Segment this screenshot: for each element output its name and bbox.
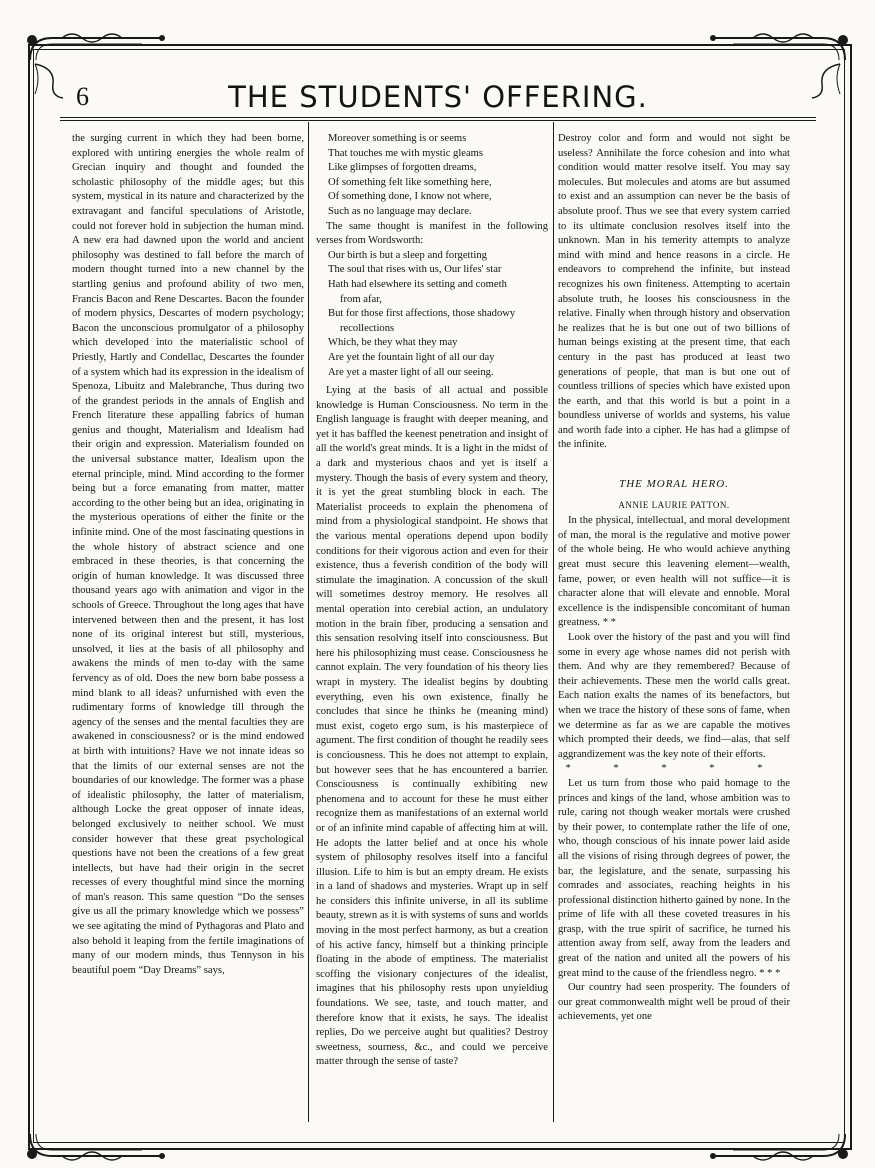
verse-line: from afar, [340, 293, 382, 305]
body-paragraph: Lying at the basis of all actual and possible knowledge is Human Consciousness. No term in the English language is fraught with deeper meaning, and yet it has baffled the keenest penetration and insight of all the world's great minds. It is a light in the midst of a dark and mysterious chaos and yet is itself a mystery. Though the basis of every system and theory, it is yet the great stumbling block in each. The Materialist proceeds to explain the phenomena of mind from a physiological standpoint. He shows that the various mental operations depend upon bodily conditions for their vigorous action and even for their existence, thus a feverish condition of the body will stimulate the imagination. A concussion of the skull will sometimes destroy memory. He resolves all mental operation into cerebial action, an undulatory motion in the brain fiber, producing a sensation and this sensation resolving itself into consciousness. But here his philosophizing must cease. Consciousness he cannot explain. The very foundation of his theory lies wrapt in mystery. The idealist begins by doubting everything, even his own existence, finally he concludes that since he thinks he (meaning mind) must exist, cogeto ergo sum, is his masterpiece of agument. The first condition of thought he readily sees is conciousness. This he does not attempt to explain, but however sees that he has encountered a barrier. Consciousness is continually exhibiting new phenomena and to account for these he must either recognize them as manifestations of an external world or of an infinite mind capable of affecting him at will. He adopts the latter belief and at once his whole system of philosophy resolves itself into a fanciful illusion. Life to him is but an empty dream. He exists in a land of shadows and mysteries. Wrapt up in self he considers this infinite universe, in all its sublime beauty, strewn as it is with systems of suns and worlds moving in the most perfect harmony, as but a creation of his active fancy, himself but a thinking principle floating in the abode of emptiness. The materialist scoffing the visionary conjectures of the idealist, imagines that his philosophy rests upon unyieldiug foundations. We see, taste, and touch matter, and therefore know that it exists, he says. The idealist replies, Do we perceive aught but qualities? Destroy sweetness, sourness, &c., and could we perceive matter through the sense of taste? [316, 385, 548, 1068]
bottom-right-ornament [703, 1124, 853, 1164]
verse-line: Like glimpses of forgotten dreams, [328, 162, 477, 174]
verse-line: Hath had elsewhere its setting and cometh [328, 278, 507, 290]
article-paragraph: Look over the history of the past and you will find some in every age whose names did not perish with them. And why are they remembered? Because of their achievements. These men the world calls great. Each nation exalts the names of its benefactors, but when we trace the history of these sons of fame, when we determine as far as we are capable the motives which prompted their deeds, we find—alas, that self aggrandizement was the key note of their efforts. [558, 632, 790, 760]
article-paragraph: Our country had seen prosperity. The founders of our great commonwealth might well be proud of their achievements, yet one [558, 982, 790, 1023]
header-rule-thin [60, 120, 816, 121]
verse-line: Our birth is but a sleep and forgetting [328, 249, 487, 261]
tennyson-verse [316, 132, 548, 220]
article-title: THE MORAL HERO. [619, 478, 729, 491]
column-2 [316, 132, 548, 1070]
bottom-left-ornament [22, 1124, 172, 1164]
verse-line: Are yet the fountain light of all our day [328, 351, 495, 363]
verse-line: Moreover something is or seems [328, 133, 467, 144]
article-paragraph: In the physical, intellectual, and moral development of man, the moral is the regulative and motive power of the whole being. He who would achieve anything great must secure this leavening element—wealth, fame, power, or even health will not suffice—it is character alone that will elevate and ennoble. Moral excellence is the indispensible concomitant of human greatness. * * [558, 515, 790, 629]
page-number: 6 [76, 82, 89, 111]
body-paragraph: the surging current in which they had been borne, explored with untiring energies the whole realm of Grecian inquiry and thought and founded the scholastic philosophy of the middle ages; but this system, mystical in its nature and characterized by the extravagant and fanciful speculations of Aristotle, could not forever hold in subjection the human mind. A new era had dawned upon the world and ancient philosophy was destined to fall before the march of modern thought turned into a new channel by the startling genius and profound ability of two men, Francis Bacon and Rene Descartes. Bacon the founder of modern physics, Descartes of modern psychology; Bacon the unconscious promulgator of a philosophy which developed into the materialistic school of Priestly, Hartly and Condellac, Descartes the founder of a system which had its expression in the idealism of Spenoza, Libuitz and Malebranche, Thus during two of the grandest periods in the annals of English and French literature these appalling fabrics of human genius and thought, Materialism and Idealism had their origin and expression. Materialism founded on the universal substance matter, Idealism upon the eternal principle, mind. Mind according to the former being but a force emanating from matter, matter according to the other being but an idea, originating in the mysterious operations of either the finite or the infinite mind. One of the most fascinating questions in the whole history of abstract science and one embraced in these theories, is that concerning the origin of human knowledge. It was discussed three thousand years ago with animation and vigor in the schools of Greece. Throughout the long ages that have intervened between then and the present, it has lost none of its original interest but still, mysterious, unsolved, it lies at the basis of all philosophy and awakens the minds of men to-day with the same fervency as of old. Does the new born babe possess a mind blank to all ideas? unfurnished with even the rudimentary forms of knowledge till through the agency of the senses and the mental faculties they are awakened in consciousness? or is the mind endowed at birth with intuitions? Have we not innate ideas so that the limits of our external senses are not the boundaries of our knowledge. The former was a phase of idealistic philosophy, the latter of materialism, although Locke the great opposer of innate ideas, belonged exclusively to neither school. We must consider however that these great psychological questions have not been the creations of a few great intellects, but have had their origin in the secret recesses of every thoughtful mind since the morning of man's reason. This same question “Do the senses give us all the primary knowledge which we possess” we see agitating the mind of Pythagoras and Plato and also behold it leaping from the fertile imaginations of many of our modern minds, thus Tennyson in his beautiful poem “Day Dreams” says, [72, 133, 304, 976]
verse-line: But for those first affections, those shadowy [328, 308, 516, 320]
page-header [60, 80, 816, 114]
article-paragraph: Let us turn from those who paid homage to the princes and kings of the land, whose ambition was to rule, caring not though weaker mortals were crushed by their power, to contemplate rather the life of one, who, though conscious of his innate power laid aside all the visions of rising through degrees of power, the bar, the legislature, and the senate, surpassing his comrades and associates, reaching heights in his professional distinction hitherto gained by none. In the prime of life with all these coveted treasures in his grasp, with the true spirit of sacrifice, he turned his attention away from self, away from the leaders and great of the nation and united all the powers of his great mind to the cause of the friendless negro. * * * [558, 777, 790, 979]
verse-line: Such as no language may declare. [328, 205, 472, 217]
section-break-stars: * * * * * [565, 763, 783, 775]
verse-line: Which, be they what they may [328, 337, 458, 349]
verse-line: The soul that rises with us, Our lifes' star [328, 264, 502, 276]
body-paragraph: Destroy color and form and would not sight be useless? Annihilate the force cohesion and into what condition would matter resolve itself. You may say molecules. But molecules and atoms are but assumed to exist and an assumption can never be the basis of absolute proof. Thus we see that every system carried to its ultimate conclusion resolves itself into the unknown. Man in his temerity attempts to analyze mind with mind and hence reasons in a circle. He endeavors to comprehend the infinite, but instead recognizes his own finiteness. Attempting to acertain absolute truth, he looses his consciousness in the relative. Finally when through history and observation he realizes that he is but one out of two billions of human beings existing at the present time, that each century in the past has produced at least two generations of people, that man is but one out of countless trillions of species which have existed upon the earth, and that this world is but a point in a boundless universe of worlds and systems, his value and worth fade into a cipher. He has had a glimpse of the infinite. [558, 133, 790, 451]
wordsworth-verse [316, 249, 548, 380]
verse-line: recollections [340, 322, 395, 334]
column-3 [558, 132, 790, 1025]
verse-line: Are yet a master light of all our seeing. [328, 366, 494, 378]
page-title: THE STUDENTS' OFFERING. [228, 80, 648, 114]
verse-intro: The same thought is manifest in the following verses from Wordsworth: [316, 220, 548, 247]
column-divider-2 [553, 122, 554, 1122]
verse-line: Of something done, I know not where, [328, 191, 492, 203]
verse-line: That touches me with mystic gleams [328, 147, 484, 159]
header-rule [60, 117, 816, 118]
verse-line: Of something felt like something here, [328, 176, 492, 188]
article-author: ANNIE LAURIE PATTON. [618, 499, 730, 510]
column-1 [72, 132, 304, 978]
column-divider-1 [308, 122, 309, 1122]
